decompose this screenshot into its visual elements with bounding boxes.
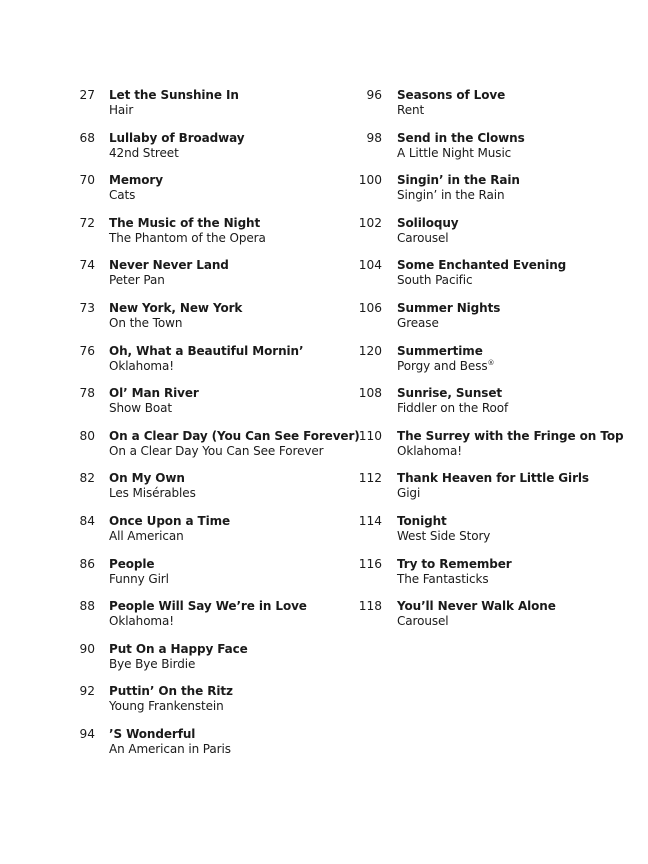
show-title: Bye Bye Birdie — [109, 656, 196, 671]
page-number: 108 — [358, 386, 382, 401]
page-number: 86 — [79, 556, 95, 571]
song-title: Send in the Clowns — [397, 130, 525, 145]
contents-entry[interactable] — [352, 216, 642, 259]
contents-entry[interactable] — [352, 599, 642, 642]
page-number: 96 — [366, 88, 382, 102]
song-title: Ol’ Man River — [109, 386, 199, 401]
song-title: New York, New York — [109, 300, 243, 315]
page-number: 114 — [358, 513, 382, 528]
show-title: An American in Paris — [109, 741, 231, 756]
contents-entry[interactable] — [68, 557, 348, 600]
contents-entry[interactable] — [68, 88, 348, 131]
show-title: Fiddler on the Roof — [397, 401, 509, 416]
contents-entry[interactable] — [352, 514, 642, 557]
page-number: 72 — [79, 215, 95, 230]
show-title: Oklahoma! — [109, 358, 174, 373]
page-number: 94 — [79, 726, 95, 741]
song-title: ’S Wonderful — [109, 726, 196, 741]
registered-mark: ® — [487, 358, 495, 367]
contents-entry[interactable] — [68, 514, 348, 557]
page-number: 116 — [358, 556, 382, 571]
show-title: Show Boat — [109, 401, 172, 416]
contents-entry[interactable] — [352, 173, 642, 216]
contents-entry[interactable] — [352, 557, 642, 600]
page-number: 112 — [358, 471, 382, 486]
page-number: 68 — [79, 130, 95, 145]
page-number: 76 — [79, 343, 95, 358]
contents-entry[interactable] — [68, 428, 360, 472]
contents-entry[interactable] — [68, 684, 348, 727]
contents-entry[interactable] — [352, 344, 642, 387]
show-title: South Pacific — [397, 273, 473, 288]
show-title: 42nd Street — [109, 145, 179, 160]
contents-entry[interactable] — [352, 471, 642, 514]
page-number: 74 — [79, 258, 95, 273]
song-title: The Music of the Night — [109, 215, 261, 230]
show-title: Grease — [397, 315, 439, 330]
contents-entry[interactable] — [68, 258, 348, 301]
contents-entry[interactable] — [68, 471, 348, 514]
show-title-with-mark — [397, 359, 642, 373]
contents-entry[interactable] — [352, 88, 642, 131]
show-title: Oklahoma! — [109, 614, 174, 629]
show-title: Funny Girl — [109, 571, 169, 586]
contents-entry[interactable] — [68, 386, 348, 429]
show-title: West Side Story — [397, 528, 491, 543]
show-title: Carousel — [397, 614, 449, 629]
show-title: A Little Night Music — [397, 145, 512, 160]
song-title: People — [109, 556, 155, 571]
song-title: The Surrey with the Fringe on Top — [397, 428, 624, 443]
song-title: People Will Say We’re in Love — [109, 599, 307, 614]
song-title: Singin’ in the Rain — [397, 173, 520, 188]
contents-entry[interactable] — [352, 386, 642, 429]
page-number: 120 — [358, 343, 382, 358]
contents-entry[interactable] — [68, 642, 348, 685]
page-number: 80 — [79, 428, 95, 443]
page-number: 100 — [358, 173, 382, 188]
page-number: 110 — [358, 428, 382, 443]
page-number: 104 — [358, 258, 382, 273]
contents-column-right — [352, 88, 642, 642]
page-number: 98 — [366, 130, 382, 145]
song-title: Puttin’ On the Ritz — [109, 684, 233, 699]
show-title: Peter Pan — [109, 273, 165, 288]
contents-column-left — [68, 88, 360, 770]
song-title: Oh, What a Beautiful Mornin’ — [109, 343, 304, 358]
contents-entry[interactable] — [68, 216, 348, 259]
song-title: Summertime — [397, 343, 483, 358]
contents-entry[interactable] — [68, 301, 348, 344]
song-title: Try to Remember — [397, 556, 512, 571]
page-number: 118 — [358, 599, 382, 614]
page-number: 73 — [79, 300, 95, 315]
page-number: 102 — [358, 215, 382, 230]
contents-entry[interactable] — [68, 173, 348, 216]
song-title: On My Own — [109, 471, 185, 486]
show-title: On the Town — [109, 315, 183, 330]
show-title: Cats — [109, 188, 136, 203]
contents-entry[interactable] — [68, 727, 348, 770]
show-title: Oklahoma! — [397, 443, 462, 458]
song-title: Never Never Land — [109, 258, 229, 273]
page-number: 90 — [79, 641, 95, 656]
song-title: Tonight — [397, 513, 447, 528]
page-number: 106 — [358, 300, 382, 315]
show-title: Carousel — [397, 230, 449, 245]
page-number: 78 — [79, 386, 95, 401]
contents-entry[interactable] — [68, 599, 348, 642]
song-title: Sunrise, Sunset — [397, 386, 503, 401]
song-title: Put On a Happy Face — [109, 641, 248, 656]
show-title: The Phantom of the Opera — [109, 230, 266, 245]
song-title: Memory — [109, 173, 163, 188]
show-title: On a Clear Day You Can See Forever — [109, 443, 324, 458]
show-title: Rent — [397, 103, 425, 117]
contents-entry[interactable] — [352, 429, 642, 472]
show-title: The Fantasticks — [397, 571, 489, 586]
page-number: 70 — [79, 173, 95, 188]
contents-entry[interactable] — [68, 131, 348, 174]
song-title: Seasons of Love — [397, 88, 506, 102]
song-title: Some Enchanted Evening — [397, 258, 567, 273]
show-title: Young Frankenstein — [109, 699, 224, 714]
show-title: Singin’ in the Rain — [397, 188, 505, 203]
song-title: Soliloquy — [397, 215, 459, 230]
show-title: Porgy and Bess — [397, 358, 488, 373]
page-number: 92 — [79, 684, 95, 699]
show-title: Hair — [109, 103, 134, 117]
page-number: 27 — [79, 88, 95, 102]
page-number: 84 — [79, 513, 95, 528]
show-title: Les Misérables — [109, 486, 196, 501]
contents-entry[interactable] — [352, 258, 642, 301]
contents-entry[interactable] — [352, 131, 642, 174]
contents-entry[interactable] — [352, 301, 642, 344]
contents-entry[interactable] — [68, 344, 348, 387]
show-title: All American — [109, 528, 184, 543]
song-title: Lullaby of Broadway — [109, 130, 245, 145]
song-title: Once Upon a Time — [109, 513, 231, 528]
song-title: On a Clear Day (You Can See Forever) — [109, 428, 360, 443]
page-number: 82 — [79, 471, 95, 486]
song-title: Let the Sunshine In — [109, 88, 239, 102]
song-title: Summer Nights — [397, 300, 501, 315]
show-title: Gigi — [397, 486, 421, 501]
page-number: 88 — [79, 599, 95, 614]
song-title: You’ll Never Walk Alone — [397, 599, 556, 614]
song-title: Thank Heaven for Little Girls — [397, 471, 589, 486]
